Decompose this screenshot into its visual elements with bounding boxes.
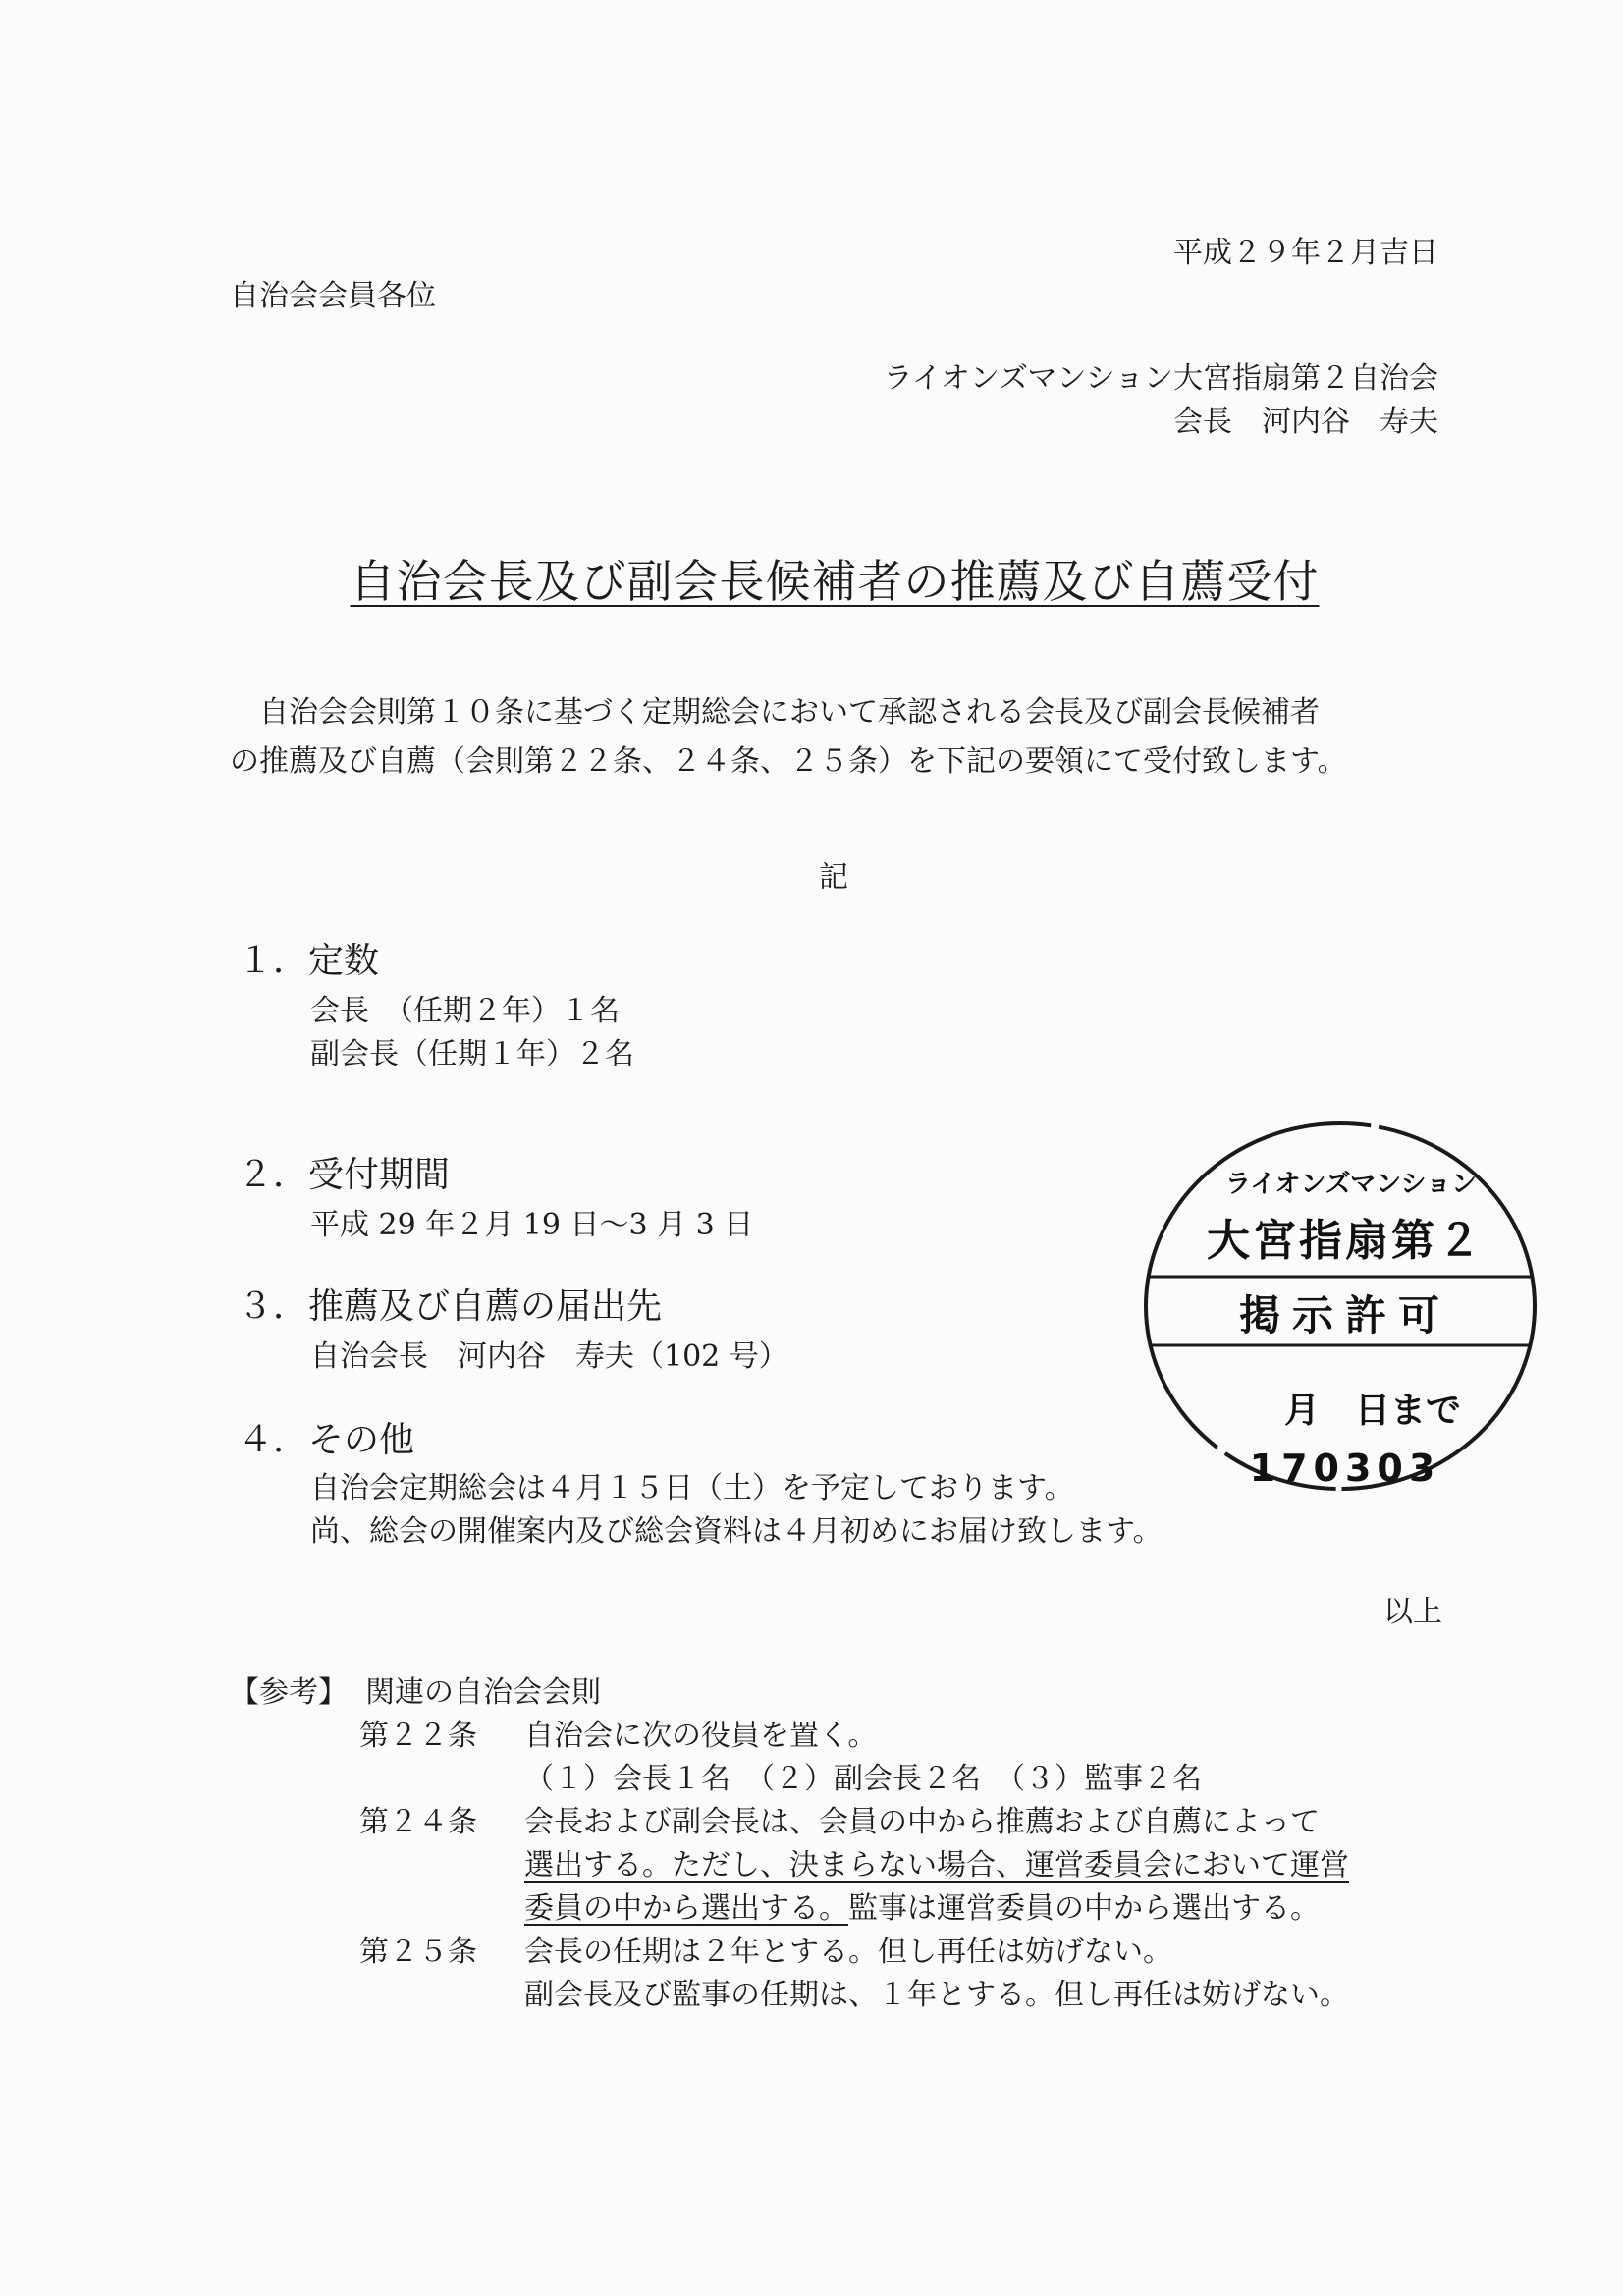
recipient: 自治会会員各位: [230, 279, 436, 313]
article-25-line-1: 会長の任期は２年とする。但し再任は妨げない。: [524, 1935, 1172, 1969]
reference-title: 関連の自治会会則: [365, 1675, 601, 1710]
document-date: 平成２９年２月吉日: [1173, 236, 1438, 270]
article-24-line-2: [524, 1840, 1349, 1884]
sender-person: 会長 河内谷 寿夫: [1173, 405, 1438, 439]
document-title-text: 自治会長及び副会長候補者の推薦及び自薦受付: [350, 555, 1320, 608]
section-1-line-2: 副会長（任期１年）２名: [310, 1037, 634, 1071]
stamp-text-2: 大宮指扇第２: [1207, 1216, 1484, 1266]
stamp-graphic: [1139, 1110, 1551, 1503]
article-24-line-2b: ただし、決まらない場合、運営委員会において運営: [672, 1848, 1349, 1883]
section-3-heading: ３．推薦及び自薦の届出先: [238, 1286, 663, 1327]
intro-line-1: 自治会会則第１０条に基づく定期総会において承認される会長及び副会長候補者: [259, 695, 1320, 730]
section-3-line-1: 自治会長 河内谷 寿夫（102 号）: [310, 1339, 788, 1374]
section-4-heading: ４．その他: [238, 1420, 415, 1460]
stamp-text-5: 170303: [1249, 1447, 1441, 1490]
article-24-line-3: [524, 1884, 1320, 1927]
stamp-text-4: 月 日まで: [1283, 1391, 1462, 1431]
stamp-text-1: ライオンズマンション: [1225, 1170, 1477, 1199]
article-24-line-1: 会長および副会長は、会員の中から推薦および自薦によって: [524, 1805, 1320, 1839]
reference-label: 【参考】: [230, 1675, 348, 1710]
article-24-number: 第２４条: [359, 1805, 477, 1839]
section-4-line-1: 自治会定期総会は４月１５日（土）を予定しております。: [310, 1471, 1074, 1505]
article-24-line-2a: 選出する。: [524, 1848, 672, 1883]
ki-label: 記: [819, 860, 848, 895]
section-1-heading: １．定数: [238, 941, 380, 981]
posting-permit-stamp: [1139, 1110, 1551, 1503]
section-2-line-1: 平成 29 年２月 19 日～3 月 3 日: [310, 1208, 754, 1242]
article-22-line-1: 自治会に次の役員を置く。: [524, 1719, 878, 1753]
stamp-text-3: 掲示許可: [1238, 1291, 1452, 1339]
article-25-number: 第２５条: [359, 1935, 477, 1969]
article-22-number: 第２２条: [359, 1719, 477, 1753]
section-1-line-1: 会長 （任期２年）１名: [310, 994, 620, 1028]
article-22-line-2: （１）会長１名 （２）副会長２名 （３）監事２名: [524, 1762, 1202, 1796]
document-title: [0, 546, 1623, 611]
intro-line-2: の推薦及び自薦（会則第２２条、２４条、２５条）を下記の要領にて受付致します。: [230, 744, 1347, 779]
section-2-heading: ２．受付期間: [238, 1155, 451, 1195]
article-24-line-3a: 委員の中から選出する。: [524, 1891, 848, 1926]
article-24-line-3b: 監事は運営委員の中から選出する。: [848, 1891, 1320, 1926]
section-4-line-2: 尚、総会の開催案内及び総会資料は４月初めにお届け致します。: [310, 1514, 1163, 1549]
closing-ijou: 以上: [1383, 1595, 1442, 1629]
sender-organization: ライオンズマンション大宮指扇第２自治会: [883, 361, 1438, 396]
article-25-line-2: 副会長及び監事の任期は、１年とする。但し再任は妨げない。: [524, 1978, 1349, 2012]
